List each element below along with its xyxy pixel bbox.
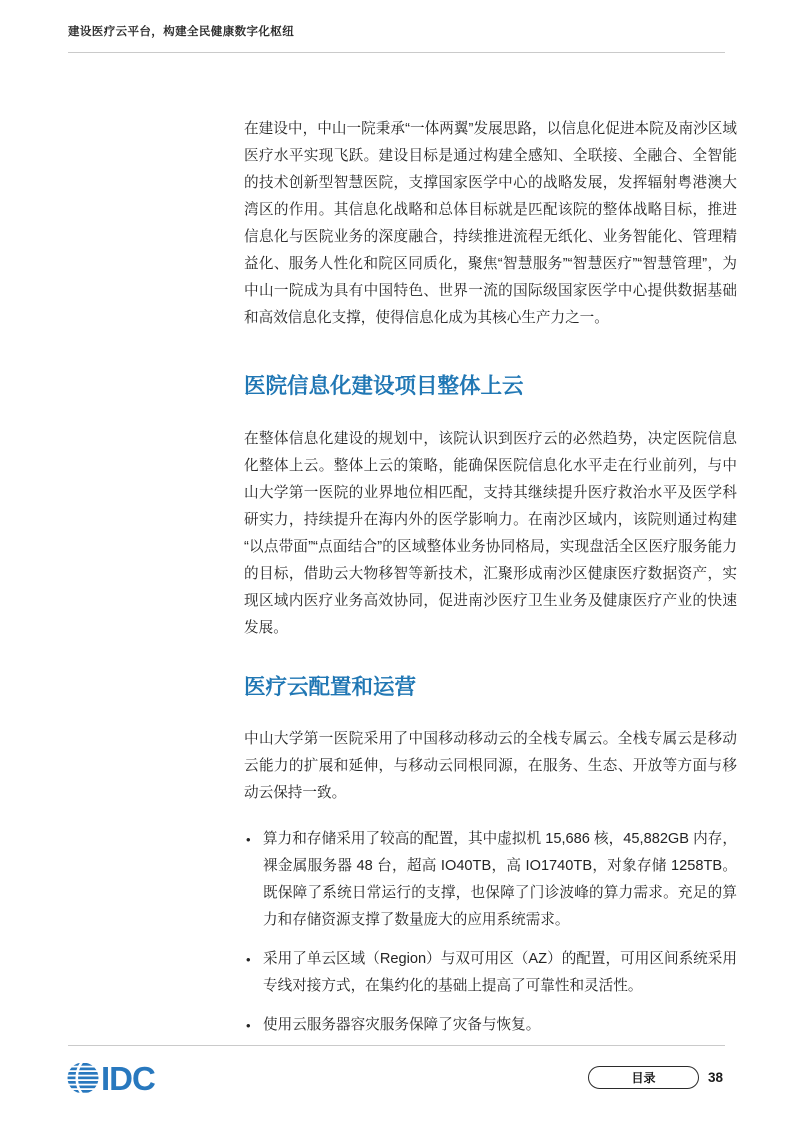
- page-number: 38: [708, 1070, 724, 1085]
- bullet-item-text: 使用云服务器容灾服务保障了灾备与恢复。: [263, 1017, 541, 1033]
- page-content: [244, 116, 737, 1051]
- intro-paragraph: 在建设中，中山一院秉承“一体两翼”发展思路，以信息化促进本院及南沙区域医疗水平实现飞跃。建设目标是通过构建全感知、全联接、全融合、全智能的技术创新型智慧医院，支撑国家医学中心的战略发展，发挥辐射粤港澳大湾区的作用。其信息化战略和总体目标就是匹配该院的整体战略目标，推进信息化与医院业务的深度融合，持续推进流程无纸化、业务智能化、管理精益化、服务人性化和院区同质化，聚焦“智慧服务”“智慧医疗”“智慧管理”，为中山一院成为具有中国特色、世界一流的国际级国家医学中心提供数据基础和高效信息化支撑，使得信息化成为其核心生产力之一。: [244, 121, 737, 326]
- toc-button[interactable]: 目录: [588, 1066, 699, 1089]
- running-header-title: 建设医疗云平台，构建全民健康数字化枢纽: [68, 26, 295, 38]
- footer-divider: [68, 1045, 725, 1046]
- header-divider: [68, 52, 725, 53]
- bullet-item-disaster-recovery: [244, 1012, 737, 1039]
- section-heading-cloud-config: 医疗云配置和运营: [244, 675, 417, 699]
- bullet-item-compute-storage: [244, 826, 737, 934]
- bullet-item-region-az: [244, 946, 737, 1000]
- bullet-dot-icon: •: [246, 1018, 251, 1033]
- bullet-item-text: 算力和存储采用了较高的配置，其中虚拟机 15,686 核，45,882GB 内存，裸金属服务器 48 台，超高 IO40TB，高 IO1740TB，对象存储 1258TB。既保障了系统日常运行的支撑，也保障了门诊波峰的算力需求。充足的算力和存储资源支撑了数量庞大的应用系统需求。: [263, 831, 737, 928]
- idc-logo-text: IDC: [101, 1061, 155, 1095]
- bullet-item-text: 采用了单云区域（Region）与双可用区（AZ）的配置，可用区间系统采用专线对接方式，在集约化的基础上提高了可靠性和灵活性。: [263, 951, 737, 994]
- bullet-dot-icon: •: [246, 832, 251, 847]
- bullet-dot-icon: •: [246, 952, 251, 967]
- cloud-config-paragraph: 中山大学第一医院采用了中国移动移动云的全栈专属云。全栈专属云是移动云能力的扩展和延伸，与移动云同根同源，在服务、生态、开放等方面与移动云保持一致。: [244, 731, 737, 801]
- bullet-list: [244, 826, 737, 1039]
- idc-logo: [67, 1061, 179, 1095]
- section-heading-cloud-migration: 医院信息化建设项目整体上云: [244, 374, 524, 398]
- cloud-migration-paragraph: 在整体信息化建设的规划中，该院认识到医疗云的必然趋势，决定医院信息化整体上云。整体上云的策略，能确保医院信息化水平走在行业前列，与中山大学第一医院的业界地位相匹配，支持其继续提升医疗救治水平及医学科研实力，持续提升在海内外的医学影响力。在南沙区域内，该院则通过构建“以点带面”“点面结合”的区域整体业务协同格局，实现盘活全区医疗服务能力的目标，借助云大物移智等新技术，汇聚形成南沙区健康医疗数据资产，实现区域内医疗业务高效协同，促进南沙医疗卫生业务及健康医疗产业的快速发展。: [244, 431, 737, 636]
- globe-icon: [67, 1062, 99, 1094]
